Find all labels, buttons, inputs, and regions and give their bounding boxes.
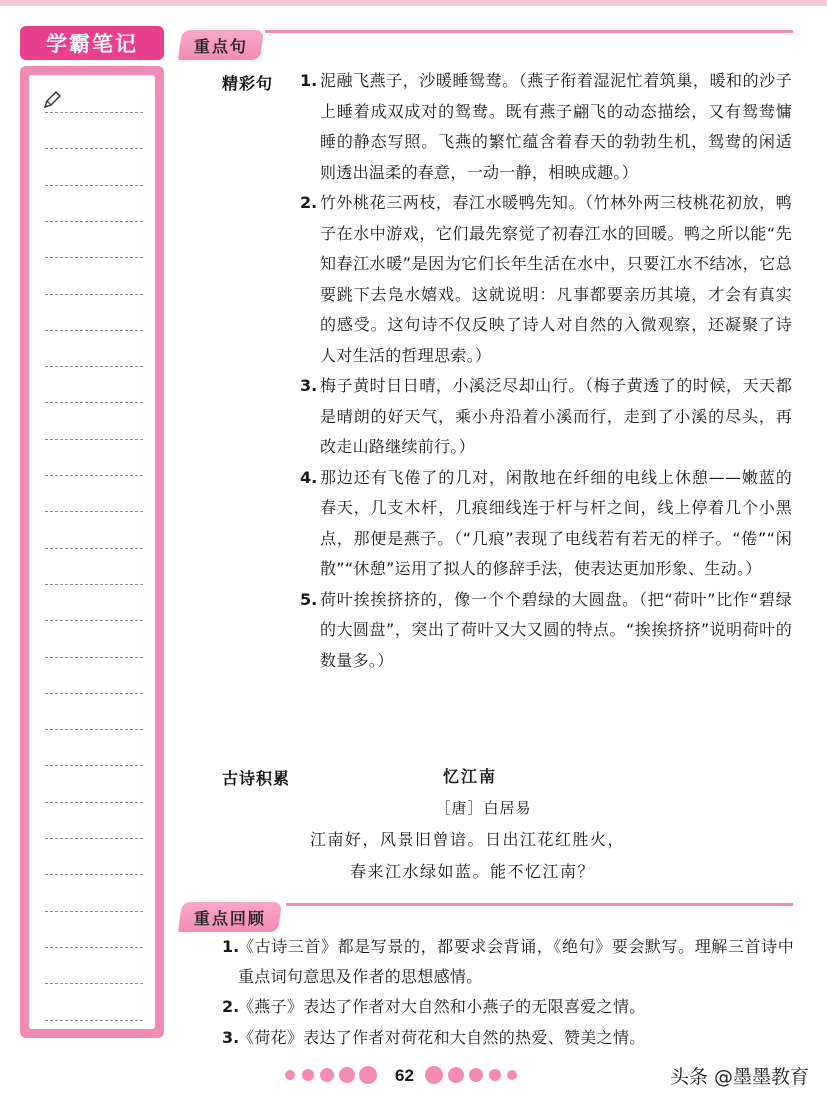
note-line <box>45 693 143 694</box>
sentence-list <box>300 66 792 676</box>
note-line <box>45 439 143 440</box>
item-text: 荷叶挨挨挤挤的，像一个个碧绿的大圆盘。（把“荷叶”比作“碧绿的大圆盘”，突出了荷叶又大又圆的特点。“挨挨挤挤”说明荷叶的数量多。） <box>320 589 792 670</box>
decor-dot <box>320 1068 334 1082</box>
poem-line: 江南好，风景旧曾谙。日出江花红胜火， <box>310 830 626 849</box>
note-line <box>45 366 143 367</box>
decor-dot <box>285 1070 295 1080</box>
sentence-item <box>300 585 792 677</box>
poem-author: ［唐］白居易 <box>435 799 532 817</box>
sentence-item <box>300 66 792 188</box>
notes-sidebar <box>20 66 164 1038</box>
note-line <box>45 947 143 948</box>
note-line <box>45 765 143 766</box>
label-wonderful: 精彩句 <box>222 74 274 93</box>
item-number: 3. <box>222 1027 240 1047</box>
note-line <box>45 911 143 912</box>
decor-dot <box>425 1066 443 1084</box>
pencil-icon <box>41 89 63 111</box>
review-list <box>222 932 794 1053</box>
section-title: 重点回顾 <box>194 908 267 928</box>
note-line <box>45 112 143 113</box>
decor-dot <box>302 1069 314 1081</box>
section-divider <box>265 30 793 33</box>
note-line <box>45 148 143 149</box>
item-number: 2. <box>300 193 318 212</box>
item-number: 1. <box>300 71 318 90</box>
item-number: 5. <box>300 589 318 609</box>
item-text: 竹外桃花三两枝，春江水暖鸭先知。（竹林外两三枝桃花初放，鸭子在水中游戏，它们最先察觉了初春江水的回暖。鸭之所以能“先知春江水暖”是因为它们长年生活在水中，只要江水不结冰，它总要跳下去凫水嬉戏。这就说明：凡事都要亲历其境，才会有真实的感受。这句诗不仅反映了诗人对自然的入微观察，还凝聚了诗人对生活的哲理思索。） <box>320 193 792 365</box>
item-text: 梅子黄时日日晴，小溪泛尽却山行。（梅子黄透了的时候，天天都是晴朗的好天气，乘小舟沿着小溪而行，走到了小溪的尽头，再改走山路继续前行。） <box>320 376 792 456</box>
note-line <box>45 221 143 222</box>
decor-dot <box>339 1067 355 1083</box>
watermark: 头条 @墨墨教育 <box>669 1066 809 1088</box>
item-text: 那边还有飞倦了的几对，闲散地在纤细的电线上休憩——嫩蓝的春天，几支木杆，几痕细线连于杆与杆之间，线上停着几个小黑点，那便是燕子。（“几痕”表现了电线若有若无的样子。“倦”“闲散”“休憩”运用了拟人的修辞手法，使表达更加形象、生动。） <box>320 467 792 578</box>
decor-dot <box>448 1067 464 1083</box>
label-poetry: 古诗积累 <box>222 769 291 788</box>
item-text: 《荷花》表达了作者对荷花和大自然的热爱、赞美之情。 <box>238 1027 646 1047</box>
decor-dot <box>469 1068 483 1082</box>
item-number: 3. <box>300 376 318 395</box>
sidebar-title <box>20 26 164 60</box>
note-line <box>45 257 143 258</box>
item-text: 《燕子》表达了作者对大自然和小燕子的无限喜爱之情。 <box>238 997 646 1016</box>
note-line <box>45 511 143 512</box>
sidebar-title-text: 学霸笔记 <box>46 32 138 56</box>
review-item <box>222 992 794 1023</box>
poem-line: 春来江水绿如蓝。能不忆江南？ <box>350 862 596 881</box>
section-tab-review <box>178 902 282 932</box>
note-line <box>45 657 143 658</box>
note-line <box>45 983 143 984</box>
decor-dot <box>489 1069 501 1081</box>
note-line <box>45 874 143 875</box>
review-item <box>222 1023 794 1054</box>
decor-dot <box>359 1066 377 1084</box>
review-item <box>222 932 794 992</box>
note-line <box>45 330 143 331</box>
note-line <box>45 402 143 403</box>
note-line <box>45 294 143 295</box>
note-line <box>45 620 143 621</box>
poem-title: 忆江南 <box>443 767 498 786</box>
top-strip <box>0 0 827 6</box>
sentence-item <box>300 371 792 463</box>
sentence-item <box>300 463 792 585</box>
notes-area <box>29 75 155 1029</box>
item-number: 2. <box>222 997 240 1016</box>
item-number: 4. <box>300 467 318 487</box>
item-text: 泥融飞燕子，沙暖睡鸳鸯。（燕子衔着湿泥忙着筑巢，暖和的沙子上睡着成双成对的鸳鸯。既有燕子翩飞的动态描绘，又有鸳鸯慵睡的静态写照。飞燕的繁忙蕴含着春天的勃勃生机，鸳鸯的闲适则透出温柔的春意，一动一静，相映成趣。） <box>320 71 792 182</box>
item-number: 1. <box>222 937 240 956</box>
decor-dot <box>507 1070 517 1080</box>
note-line <box>45 729 143 730</box>
note-line <box>45 548 143 549</box>
section-title: 重点句 <box>194 36 249 56</box>
section-tab-key-sentences <box>178 30 264 60</box>
item-text: 《古诗三首》都是写景的，都要求会背诵，《绝句》要会默写。理解三首诗中重点词句意思及作者的思想感情。 <box>238 937 794 986</box>
section-divider <box>286 903 793 906</box>
note-line <box>45 1020 143 1021</box>
sentence-item <box>300 188 792 371</box>
note-line <box>45 475 143 476</box>
note-line <box>45 584 143 585</box>
page-number: 62 <box>395 1066 414 1085</box>
note-line <box>45 185 143 186</box>
note-line <box>45 838 143 839</box>
